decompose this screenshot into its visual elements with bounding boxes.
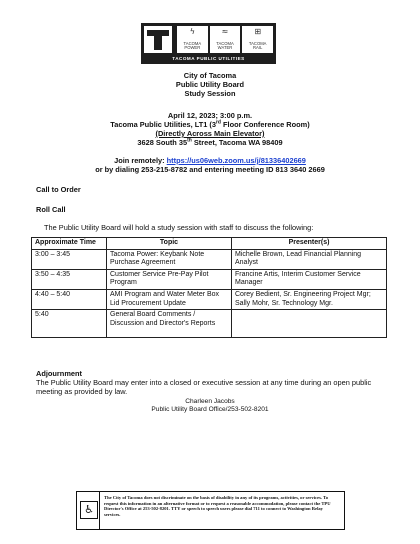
row-topic: AMI Program and Water Meter Box Lid Procurement Update: [107, 289, 232, 309]
logo-rail-cell: [242, 26, 273, 53]
table-header-row: [32, 238, 387, 250]
row-topic: General Board Comments / Discussion and Director's Reports: [107, 310, 232, 338]
adjournment-text: The Public Utility Board may enter into a closed or executive session at any time during an open public meeting as provided by law.: [36, 378, 372, 396]
meeting-info: [20, 111, 400, 147]
adjournment-title: Adjournment: [36, 369, 82, 378]
row-time: 4:40 – 5:40: [32, 289, 107, 309]
board-name: Public Utility Board: [175, 80, 245, 89]
table-row: [32, 249, 387, 269]
tpu-logo: [141, 23, 276, 64]
intro-text: The Public Utility Board will hold a study session with staff to discuss the following:: [44, 223, 314, 232]
meeting-address: 3628 South 35th Street, Tacoma WA 98409: [137, 137, 283, 147]
meeting-datetime: April 12, 2023; 3:00 p.m.: [167, 111, 253, 120]
meeting-location: Tacoma Public Utilities, LT1 (3rd Floor Conference Room): [110, 119, 310, 129]
row-presenter: Francine Artis, Interim Customer Service Manager: [232, 269, 387, 289]
row-presenter: Corey Bedient, Sr. Engineering Project Mgr; Sally Mohr, Sr. Technology Mgr.: [232, 289, 387, 309]
accessibility-text: The City of Tacoma does not discriminate on the basis of disability in any of its programs, activities, or services. To request this information in an alternative format or to request a reasonable accommodation, please contact the TPU Director's Office at 253-502-8201. TTY or speech to speech users please dial 711 to connect to Washington Relay services.: [104, 495, 331, 517]
remote-info: [20, 156, 400, 174]
session-type: Study Session: [184, 89, 236, 98]
t-logo-icon: [144, 26, 172, 53]
water-drop-icon: ≈: [221, 27, 229, 36]
rail-icon: ⊞: [254, 27, 262, 36]
call-to-order: Call to Order: [36, 185, 81, 194]
signature-office: Public Utility Board Office/253-502-8201: [151, 406, 269, 413]
accessibility-notice: [76, 491, 345, 530]
table-row: [32, 289, 387, 309]
table-row: [32, 269, 387, 289]
agenda-table: [31, 237, 387, 338]
header-presenter: Presenter(s): [232, 238, 387, 250]
logo-power-label: TACOMA POWER: [183, 40, 202, 51]
logo-power-cell: [177, 26, 208, 53]
zoom-link[interactable]: https://us06web.zoom.us/j/81336402669: [166, 156, 306, 165]
signature-name: Charleen Jacobs: [185, 398, 235, 405]
table-row: [32, 310, 387, 338]
lightning-icon: ϟ: [189, 27, 195, 36]
row-time: 5:40: [32, 310, 107, 338]
roll-call: Roll Call: [36, 205, 66, 214]
row-topic: Tacoma Power: Keybank Note Purchase Agreement: [107, 249, 232, 269]
row-presenter: Michelle Brown, Lead Financial Planning Analyst: [232, 249, 387, 269]
header-time: Approximate Time: [32, 238, 107, 250]
signature-block: [20, 398, 400, 414]
row-topic: Customer Service Pre-Pay Pilot Program: [107, 269, 232, 289]
logo-rail-label: TACOMA RAIL: [248, 40, 267, 51]
row-time: 3:00 – 3:45: [32, 249, 107, 269]
dial-in-text: or by dialing 253-215-8782 and entering meeting ID 813 3640 2669: [95, 165, 325, 174]
header-topic: Topic: [107, 238, 232, 250]
remote-prefix: Join remotely:: [114, 156, 167, 165]
logo-band: TACOMA PUBLIC UTILITIES: [172, 56, 245, 61]
row-time: 3:50 – 4:35: [32, 269, 107, 289]
logo-water-label: TACOMA WATER: [216, 40, 234, 51]
org-name: City of Tacoma: [183, 71, 237, 80]
row-presenter: [232, 310, 387, 338]
logo-water-cell: [210, 26, 241, 53]
meeting-directions: (Directly Across Main Elevator): [155, 129, 265, 138]
page-header: [20, 71, 400, 98]
wheelchair-icon: ♿: [80, 501, 98, 519]
